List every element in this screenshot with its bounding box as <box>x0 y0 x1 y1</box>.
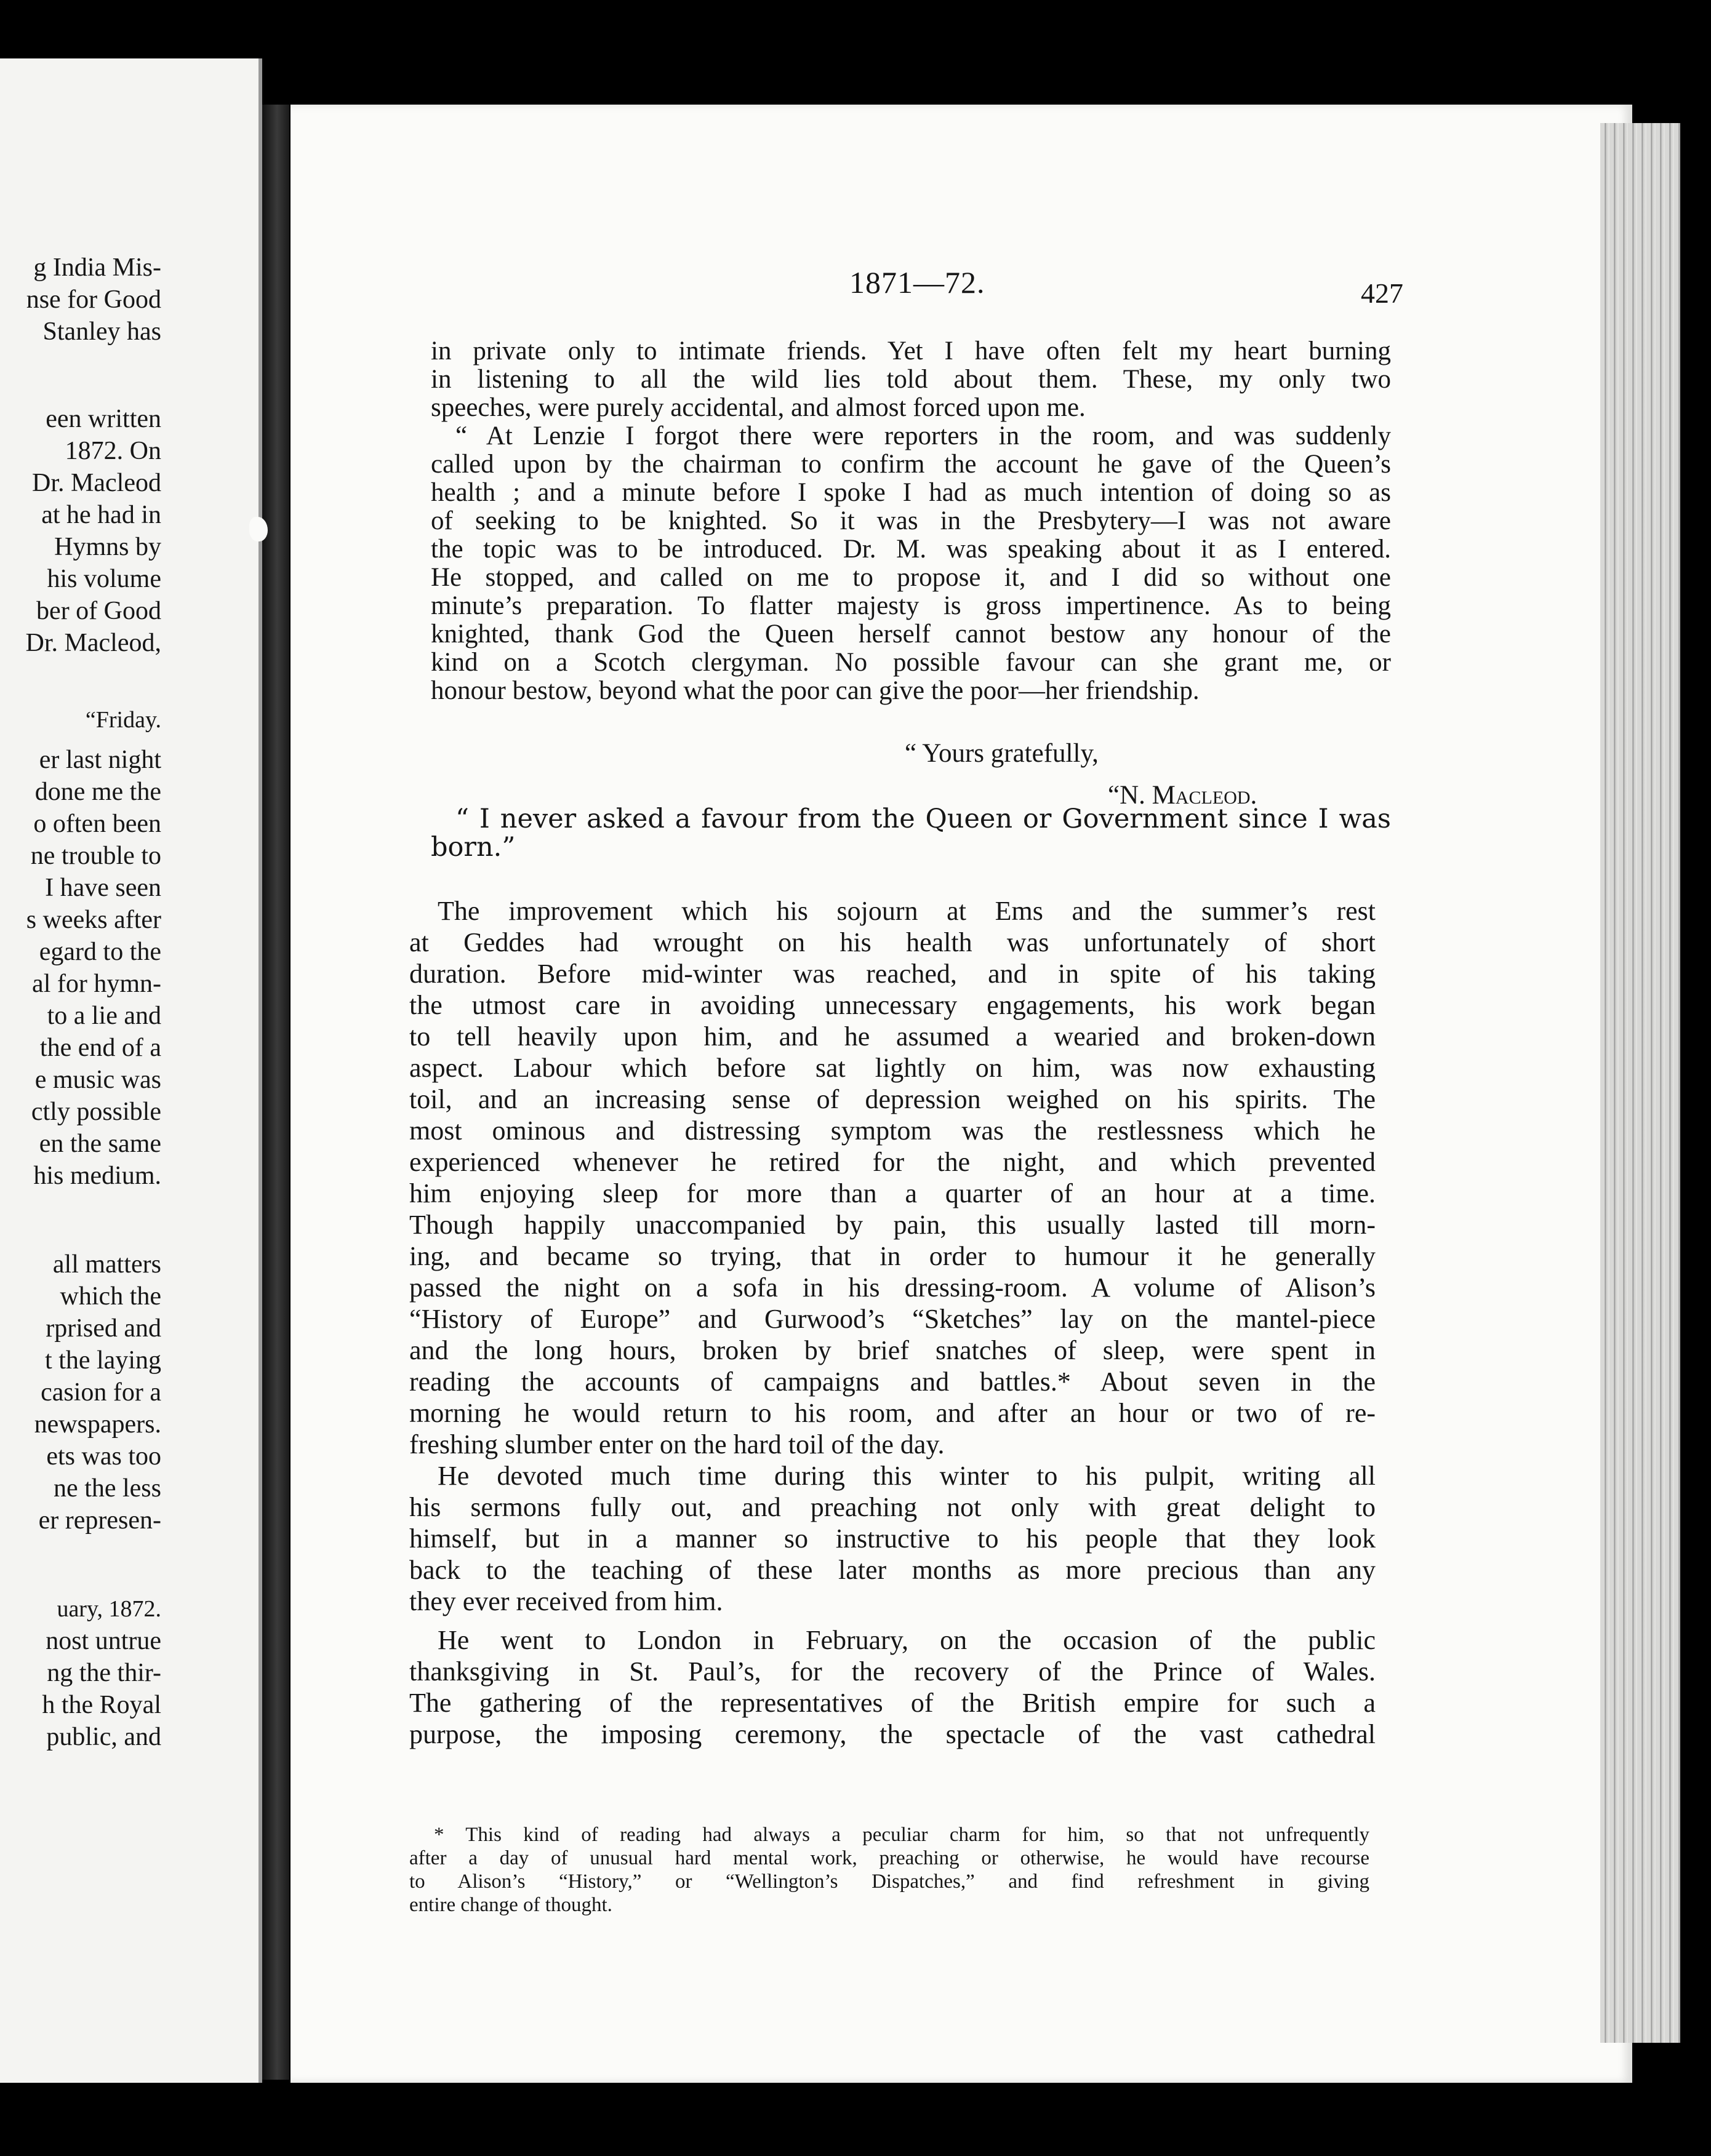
body-line: “History of Europe” and Gurwood’s “Sketches” lay on the mantel-piece <box>409 1304 1376 1334</box>
left-page-line: ne the less <box>54 1474 161 1503</box>
body-line: thanksgiving in St. Paul’s, for the recovery of the Prince of Wales. <box>409 1656 1376 1687</box>
left-page-line: s weeks after <box>26 906 161 934</box>
page-number: 427 <box>1361 277 1403 309</box>
left-page-line: at he had in <box>41 501 161 529</box>
left-page-line: ne trouble to <box>30 842 161 870</box>
body-text <box>409 895 1376 1750</box>
left-page-line: to a lie and <box>47 1002 161 1030</box>
letter-line: honour bestow, beyond what the poor can give the poor—her friendship. <box>431 676 1200 705</box>
left-page-line: g India Mis- <box>33 254 161 282</box>
letter-line: “ At Lenzie I forgot there were reporters in the room, and was suddenly <box>455 421 1391 450</box>
left-page-line: e music was <box>34 1066 161 1094</box>
left-page-line: done me the <box>34 778 161 806</box>
body-line: to tell heavily upon him, and he assumed a wearied and broken-down <box>409 1021 1376 1052</box>
left-page-line: public, and <box>46 1723 161 1751</box>
letter-line: of seeking to be knighted. So it was in the Presbytery—I was not aware <box>431 506 1391 535</box>
body-line: purpose, the imposing ceremony, the spectacle of the vast cathedral <box>409 1719 1376 1749</box>
body-line: He devoted much time during this winter to his pulpit, writing all <box>438 1461 1376 1491</box>
body-line: his sermons fully out, and preaching not only with great delight to <box>409 1492 1376 1522</box>
body-line: freshing slumber enter on the hard toil of the day. <box>409 1429 945 1459</box>
body-line: toil, and an increasing sense of depression weighed on his spirits. The <box>409 1084 1376 1114</box>
left-page-line: all matters <box>52 1250 161 1279</box>
footnote <box>409 1823 1369 1917</box>
footnote-line: entire change of thought. <box>409 1894 612 1916</box>
letter-line: knighted, thank God the Queen herself cannot bestow any honour of the <box>431 620 1391 649</box>
left-page-line: Stanley has <box>42 317 161 346</box>
left-page-line: ng the thir- <box>47 1659 161 1687</box>
body-line: aspect. Labour which before sat lightly on him, was now exhausting <box>409 1053 1376 1083</box>
left-page-line: rprised and <box>46 1314 161 1343</box>
left-page-line: egard to the <box>39 938 161 966</box>
left-page-line: er last night <box>39 746 161 774</box>
body-line: morning he would return to his room, and after an hour or two of re- <box>409 1398 1376 1428</box>
left-page-line: ctly possible <box>31 1098 161 1126</box>
letter-text <box>431 337 1391 705</box>
left-page-line: h the Royal <box>42 1691 161 1719</box>
left-page-line: “Friday. <box>85 707 161 733</box>
postscript-line: born.” <box>431 832 516 863</box>
letter-line: minute’s preparation. To flatter majesty is gross impertinence. As to being <box>431 591 1391 620</box>
body-line: back to the teaching of these later months as more precious than any <box>409 1555 1376 1585</box>
left-page-line: een written <box>46 405 161 433</box>
left-page-line: en the same <box>39 1130 161 1158</box>
body-line: reading the accounts of campaigns and battles.* About seven in the <box>409 1367 1376 1397</box>
letter-postscript <box>431 805 1391 861</box>
left-page-line: his medium. <box>33 1162 161 1190</box>
left-page-line: the end of a <box>39 1034 161 1062</box>
body-line: passed the night on a sofa in his dressing-room. A volume of Alison’s <box>409 1272 1376 1303</box>
letter-line: kind on a Scotch clergyman. No possible favour can she grant me, or <box>431 648 1391 677</box>
body-line: him enjoying sleep for more than a quarter of an hour at a time. <box>409 1178 1376 1208</box>
paper-tear <box>249 517 268 541</box>
letter-line: speeches, were purely accidental, and almost forced upon me. <box>431 393 1086 422</box>
running-header <box>419 265 1403 309</box>
body-line: The improvement which his sojourn at Ems and the summer’s rest <box>438 896 1376 926</box>
page-edges <box>1600 123 1680 2043</box>
letter-line: in private only to intimate friends. Yet I have often felt my heart burning <box>431 337 1391 365</box>
letter-line: the topic was to be introduced. Dr. M. was speaking about it as I entered. <box>431 535 1391 564</box>
signature-prefix: “N. <box>1108 781 1152 810</box>
postscript-line: “ I never asked a favour from the Queen or Government since I was <box>455 804 1391 834</box>
body-line: duration. Before mid-winter was reached, and in spite of his taking <box>409 959 1376 989</box>
left-page-line: casion for a <box>41 1378 161 1407</box>
footnote-line: to Alison’s “History,” or “Wellington’s Dispatches,” and find refreshment in giving <box>409 1871 1369 1893</box>
body-line: experienced whenever he retired for the night, and which prevented <box>409 1147 1376 1177</box>
left-page-line: nost untrue <box>46 1627 161 1655</box>
header-year: 1871—72. <box>849 265 985 300</box>
body-line: The gathering of the representatives of the British empire for such a <box>409 1688 1376 1718</box>
body-line: they ever received from him. <box>409 1586 723 1616</box>
book-gutter <box>262 105 289 2080</box>
left-page-line: I have seen <box>45 874 161 902</box>
body-line: at Geddes had wrought on his health was unfortunately of short <box>409 927 1376 957</box>
left-page-line: al for hymn- <box>32 970 161 998</box>
letter-closing: “ Yours gratefully, <box>905 739 1099 768</box>
left-page-line: newspapers. <box>34 1410 161 1439</box>
left-page-line: o often been <box>33 810 161 838</box>
left-page-line: Dr. Macleod <box>32 469 161 497</box>
letter-line: called upon by the chairman to confirm the account he gave of the Queen’s <box>431 450 1391 479</box>
signature-name: Macleod. <box>1152 781 1257 810</box>
left-page-line: er represen- <box>38 1506 161 1535</box>
body-line: most ominous and distressing symptom was the restlessness which he <box>409 1116 1376 1146</box>
left-page <box>0 58 262 2083</box>
left-page-line: uary, 1872. <box>57 1596 161 1622</box>
left-page-line: ets was too <box>46 1442 161 1471</box>
letter-line: in listening to all the wild lies told about them. These, my only two <box>431 365 1391 394</box>
footnote-line: * This kind of reading had always a peculiar charm for him, so that not unfrequently <box>434 1824 1369 1846</box>
body-line: Though happily unaccompanied by pain, this usually lasted till morn- <box>409 1210 1376 1240</box>
body-line: ing, and became so trying, that in order to humour it he generally <box>409 1241 1376 1271</box>
body-line: He went to London in February, on the occasion of the public <box>438 1625 1376 1655</box>
body-line: himself, but in a manner so instructive to his people that they look <box>409 1523 1376 1554</box>
left-page-line: 1872. On <box>65 437 161 465</box>
left-page-line: which the <box>60 1282 161 1311</box>
left-page-line: nse for Good <box>26 285 161 314</box>
left-page-line: his volume <box>47 565 161 593</box>
left-page-line: t the laying <box>45 1346 161 1375</box>
footnote-line: after a day of unusual hard mental work, preaching or otherwise, he would have recourse <box>409 1847 1369 1869</box>
letter-line: health ; and a minute before I spoke I had as much intention of doing so as <box>431 478 1391 507</box>
body-line: the utmost care in avoiding unnecessary engagements, his work began <box>409 990 1376 1020</box>
letter-line: He stopped, and called on me to propose it, and I did so without one <box>431 563 1391 592</box>
left-page-line: Hymns by <box>54 533 161 561</box>
left-page-line: ber of Good <box>36 597 161 625</box>
left-page-line: Dr. Macleod, <box>25 629 161 657</box>
body-line: and the long hours, broken by brief snatches of sleep, were spent in <box>409 1335 1376 1365</box>
